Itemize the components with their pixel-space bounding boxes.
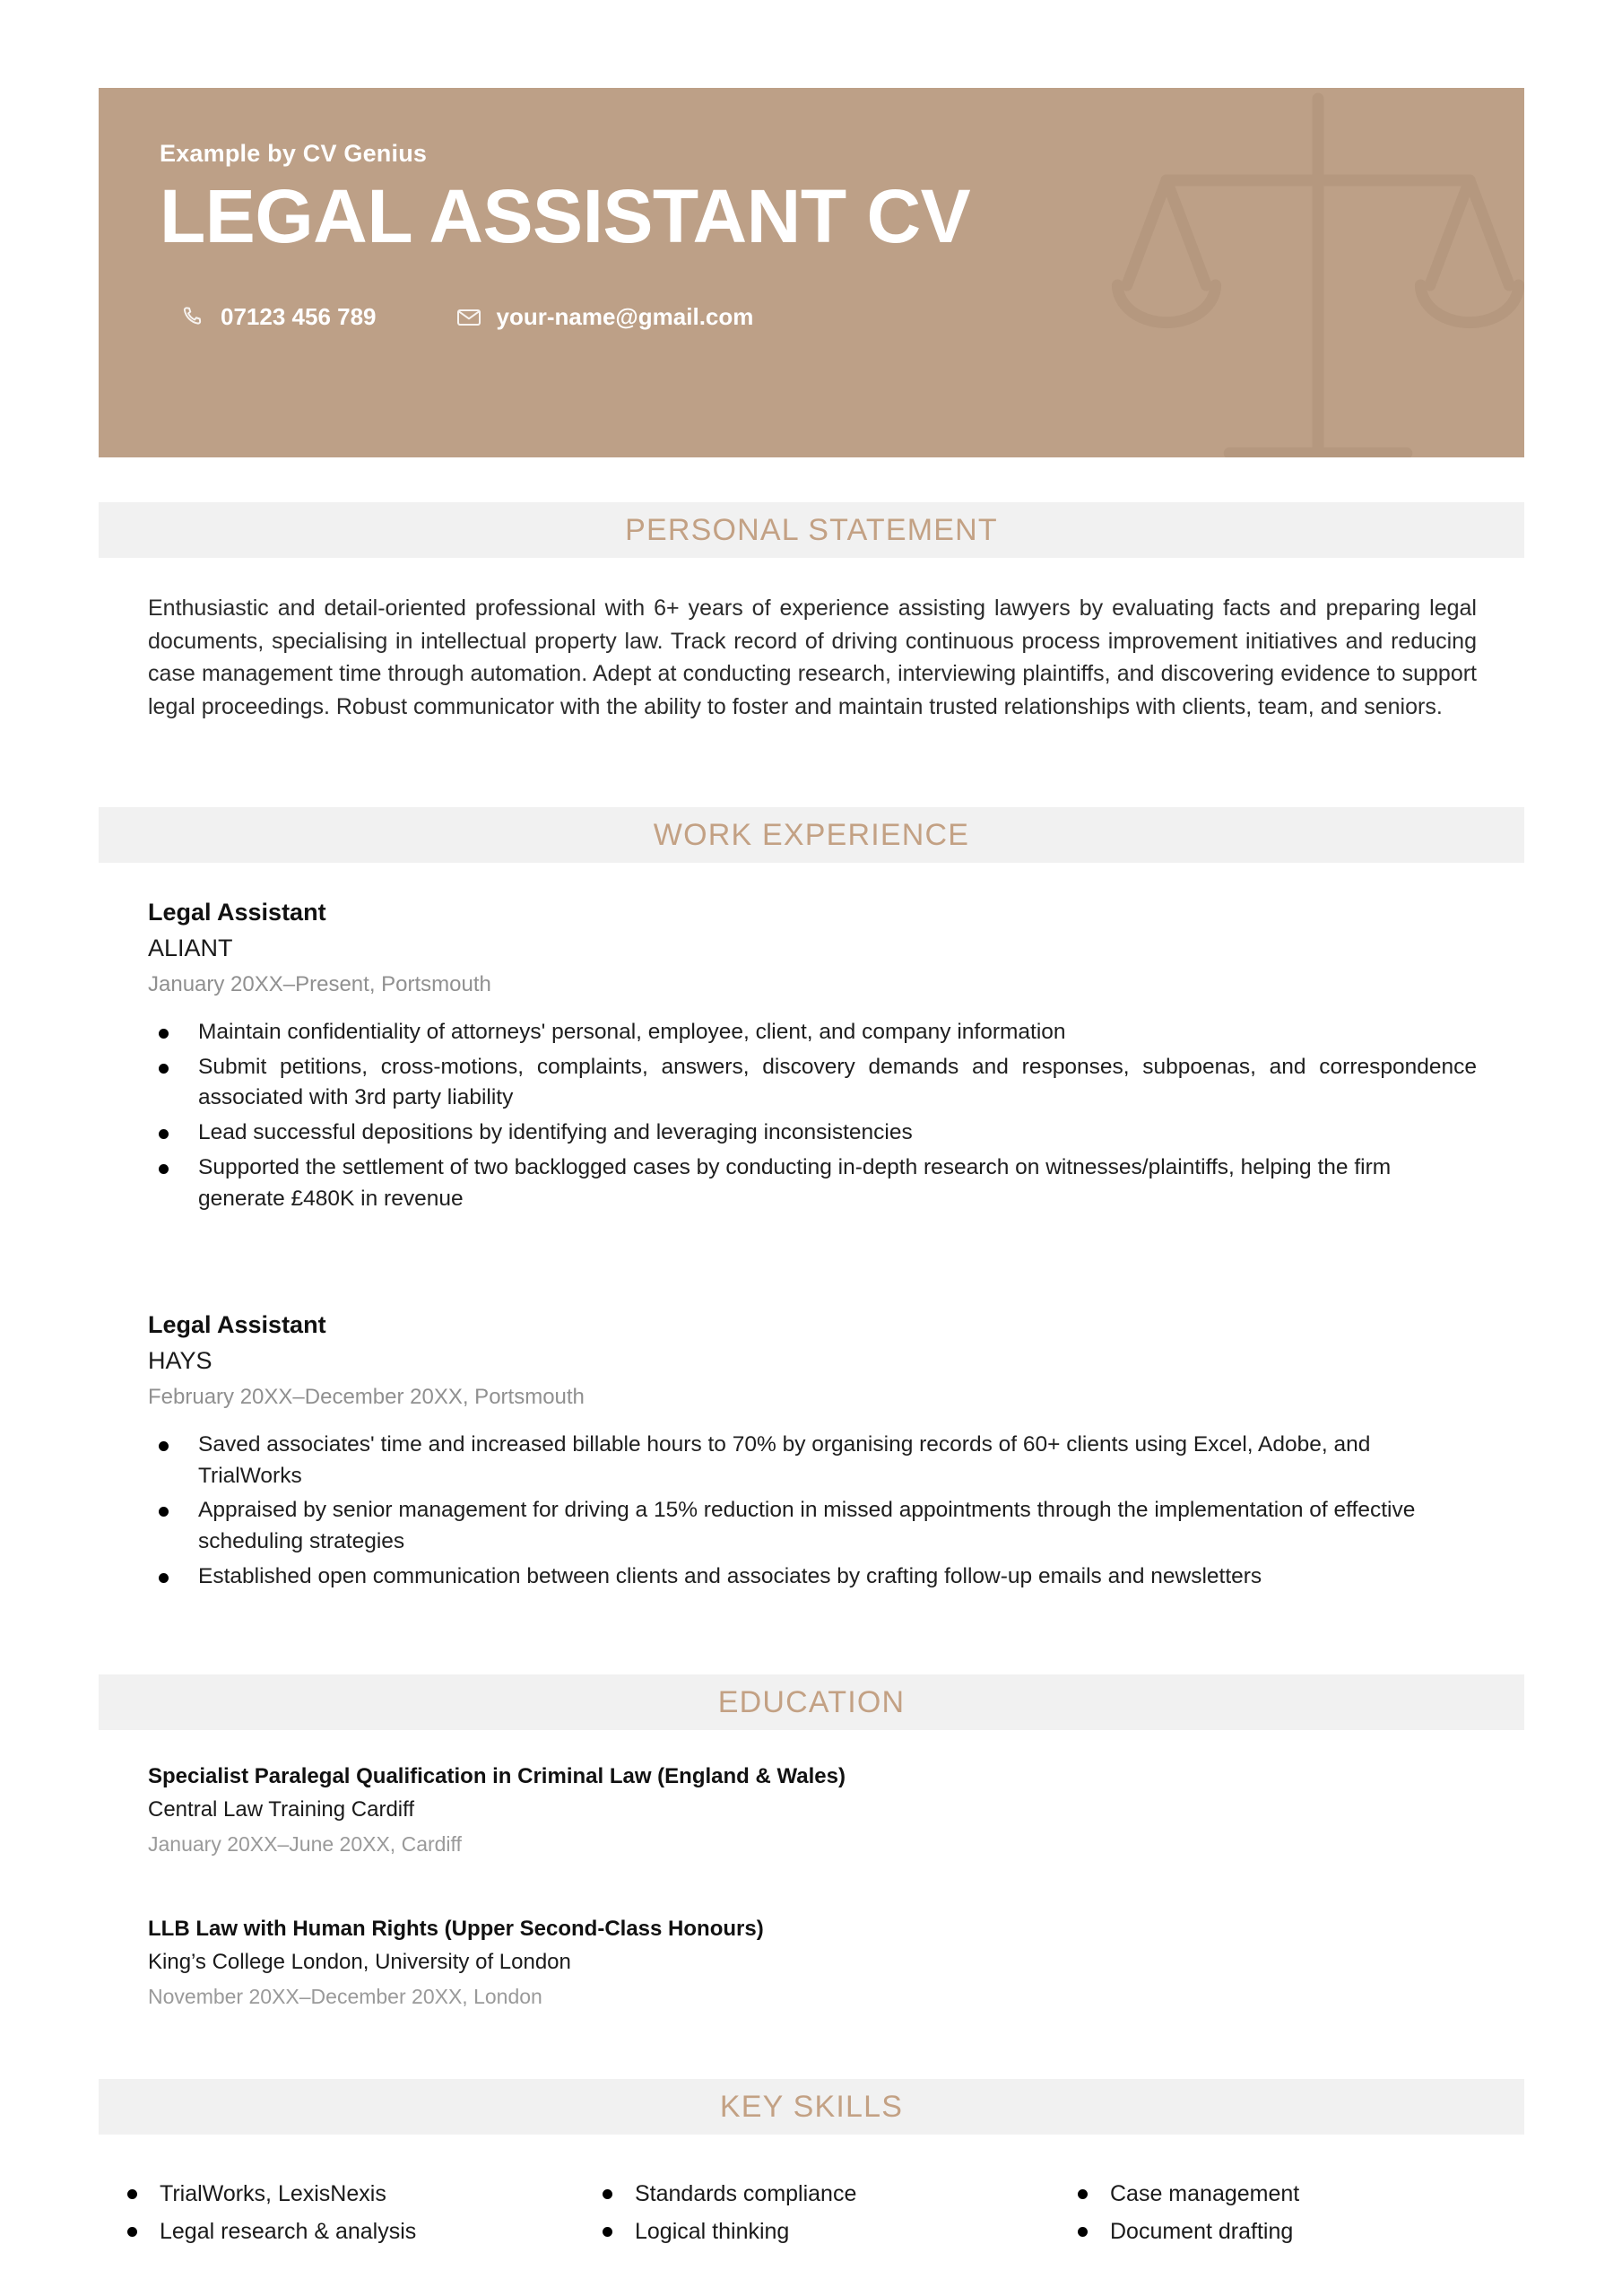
education-institution: Central Law Training Cardiff <box>148 1797 415 1822</box>
key-skills-grid <box>99 2175 1524 2250</box>
list-item: Established open communication between clients and associates by crafting follow-up emails and newsletters <box>148 1561 1477 1593</box>
skill-item: Legal research & analysis <box>99 2213 574 2250</box>
list-item: Supported the settlement of two backlogged cases by conducting in-depth research on witnesses/plaintiffs, helping the firm generate £480K in revenue <box>148 1152 1477 1215</box>
cv-title: LEGAL ASSISTANT CV <box>160 174 971 258</box>
list-item: Appraised by senior management for driving a 15% reduction in missed appointments through the implementation of effective scheduling strategies <box>148 1495 1477 1558</box>
contact-row <box>160 302 1524 333</box>
job-company: HAYS <box>148 1347 213 1375</box>
section-header-education <box>99 1674 1524 1730</box>
education-dates-location: November 20XX–December 20XX, London <box>148 1984 542 2008</box>
job-dates-location: January 20XX–Present, Portsmouth <box>148 971 491 996</box>
personal-statement-text: Enthusiastic and detail-oriented professional with 6+ years of experience assisting lawyers by evaluating facts and preparing legal documents, specialising in intellectual property law. Track record of driving continuous process improvement initiatives and reducing case management time through automation. Adept at conducting research, interviewing plaintiffs, and discovering evidence to support legal proceedings. Robust communicator with the ability to foster and maintain trusted relationships with clients, team, and seniors. <box>148 596 1477 719</box>
list-item: Saved associates' time and increased billable hours to 70% by organising records of 60+ clients using Excel, Adobe, and TrialWorks <box>148 1430 1477 1492</box>
job-bullets <box>148 1430 1477 1593</box>
education-degree: Specialist Paralegal Qualification in Criminal Law (England & Wales) <box>148 1764 846 1788</box>
education-dates-location: January 20XX–June 20XX, Cardiff <box>148 1831 462 1856</box>
job-dates-location: February 20XX–December 20XX, Portsmouth <box>148 1384 585 1409</box>
skill-item: Case management <box>1049 2175 1524 2213</box>
skill-item: TrialWorks, LexisNexis <box>99 2175 574 2213</box>
job-company: ALIANT <box>148 935 233 962</box>
job-title: Legal Assistant <box>148 899 326 926</box>
work-entry <box>148 897 1477 1219</box>
education-institution: King’s College London, University of London <box>148 1950 571 1975</box>
list-item: Lead successful depositions by identifying and leveraging inconsistencies <box>148 1118 1477 1149</box>
section-header-work-experience <box>99 807 1524 863</box>
education-entry <box>148 1915 1477 2011</box>
education-entry <box>148 1762 1477 1858</box>
contact-phone[interactable] <box>178 302 377 333</box>
list-item: Submit petitions, cross-motions, complaints, answers, discovery demands and responses, subpoenas, and correspondence associated with 3rd party liability <box>148 1052 1477 1115</box>
skill-item: Document drafting <box>1049 2213 1524 2250</box>
list-item: Maintain confidentiality of attorneys' personal, employee, client, and company information <box>148 1017 1477 1048</box>
personal-statement-body <box>148 592 1477 723</box>
job-title: Legal Assistant <box>148 1311 326 1338</box>
email-text: your-name@gmail.com <box>496 303 754 331</box>
skill-item: Logical thinking <box>574 2213 1049 2250</box>
job-bullets <box>148 1017 1477 1215</box>
skill-item: Standards compliance <box>574 2175 1049 2213</box>
envelope-icon <box>454 302 484 333</box>
section-header-personal-statement <box>99 502 1524 558</box>
section-title: KEY SKILLS <box>719 2089 904 2124</box>
section-title: EDUCATION <box>717 1684 906 1719</box>
phone-text: 07123 456 789 <box>221 303 377 331</box>
cv-header <box>99 88 1524 457</box>
phone-icon <box>178 302 208 333</box>
section-title: WORK EXPERIENCE <box>653 817 970 852</box>
section-title: PERSONAL STATEMENT <box>625 512 998 547</box>
section-header-key-skills <box>99 2079 1524 2135</box>
header-inner <box>99 88 1524 333</box>
work-entry <box>148 1309 1477 1596</box>
contact-email[interactable] <box>454 302 754 333</box>
education-degree: LLB Law with Human Rights (Upper Second-Class Honours) <box>148 1917 764 1941</box>
byline: Example by CV Genius <box>160 140 428 167</box>
